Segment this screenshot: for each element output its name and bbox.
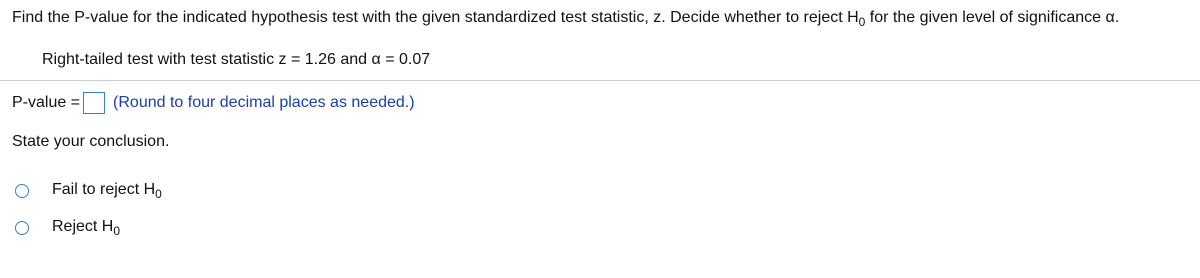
test-condition: Right-tailed test with test statistic z = 1.26 and α = 0.07 xyxy=(42,51,431,68)
option-fail-to-reject-label: Fail to reject H xyxy=(52,181,156,198)
fail-to-reject-radio[interactable] xyxy=(15,184,29,198)
pvalue-label: P-value = xyxy=(12,94,81,111)
pvalue-input[interactable] xyxy=(83,92,105,114)
reject-radio[interactable] xyxy=(15,221,29,235)
question-prompt xyxy=(12,9,1119,27)
rounding-hint: (Round to four decimal places as needed.) xyxy=(113,94,415,111)
section-divider xyxy=(0,80,1200,81)
option-fail-to-reject[interactable] xyxy=(52,181,162,199)
option-reject-sub: 0 xyxy=(113,224,121,238)
option-fail-to-reject-sub: 0 xyxy=(155,187,162,201)
question-prompt-text: Find the P-value for the indicated hypothesis test with the given standardized test statistic, z. Decide whether to reject H xyxy=(12,9,859,26)
question-prompt-tail: for the given level of significance α. xyxy=(865,9,1120,26)
pvalue-row xyxy=(12,92,415,114)
conclusion-heading: State your conclusion. xyxy=(12,133,170,150)
option-reject[interactable] xyxy=(52,218,120,236)
option-reject-label: Reject H xyxy=(52,218,114,235)
h0-subscript: 0 xyxy=(858,15,866,29)
